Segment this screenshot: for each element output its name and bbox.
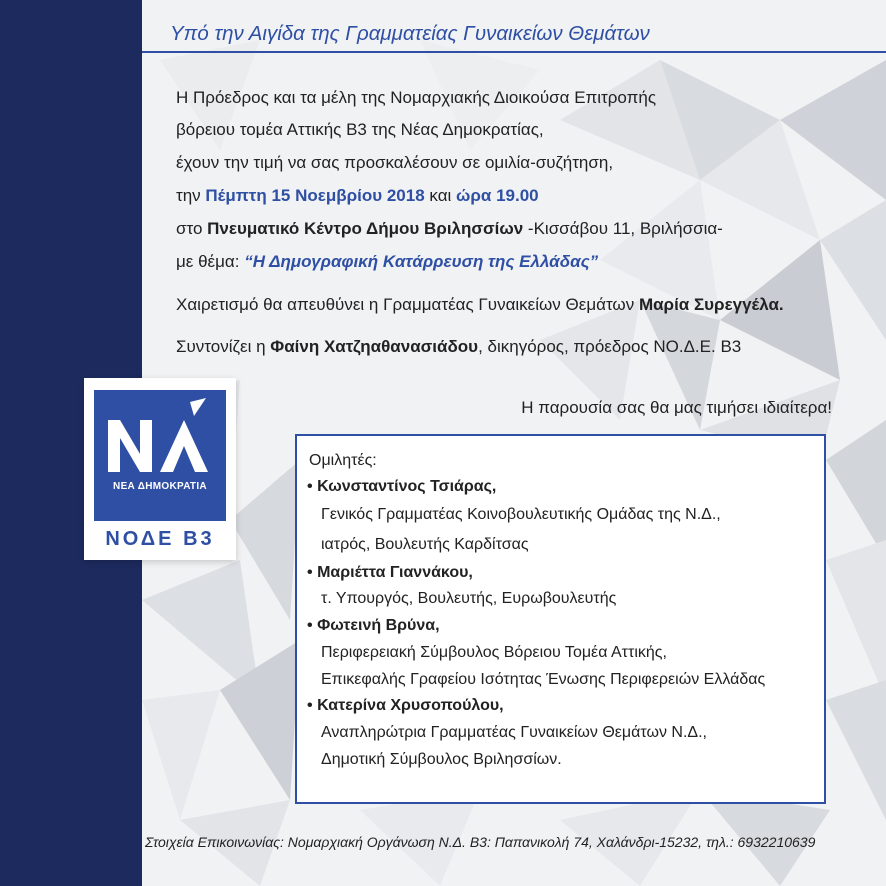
organization-code: ΝΟΔΕ Β3: [105, 528, 215, 550]
speaker-name: Κωνσταντίνος Τσιάρας,: [317, 478, 497, 495]
welcome-message: Η παρουσία σας θα μας τιμήσει ιδιαίτερα!: [521, 398, 832, 417]
date-prefix: την: [176, 186, 206, 205]
speaker-detail: ιατρός, Βουλευτής Καρδίτσας: [321, 536, 529, 553]
speaker-1: [307, 478, 496, 496]
contact-footer: Στοιχεία Επικοινωνίας: Νομαρχιακή Οργάνωση Ν.Δ. Β3: Παπανικολή 74, Χαλάνδρι-15232, τηλ.: 6932210639: [145, 834, 816, 850]
speaker-name: Μαριέττα Γιαννάκου,: [317, 564, 473, 581]
invitation-venue-line: [176, 219, 723, 239]
speaker-detail: Αναπληρώτρια Γραμματέας Γυναικείων Θεμάτων Ν.Δ.,: [321, 724, 707, 741]
invitation-line-3: έχουν την τιμή να σας προσκαλέσουν σε ομιλία-συζήτηση,: [176, 153, 614, 172]
greeting-line: [176, 295, 784, 315]
greeting-prefix: Χαιρετισμό θα απευθύνει η Γραμματέας Γυναικείων Θεμάτων: [176, 295, 639, 314]
speaker-4: [307, 697, 504, 715]
invitation-line-1: Η Πρόεδρος και τα μέλη της Νομαρχιακής Διοικούσα Επιτροπής: [176, 88, 657, 107]
bullet-icon: •: [307, 478, 313, 495]
bullet-icon: •: [307, 697, 313, 714]
speaker-detail: τ. Υπουργός, Βουλευτής, Ευρωβουλευτής: [321, 590, 617, 607]
speaker-detail: Γενικός Γραμματέας Κοινοβουλευτικής Ομάδας της Ν.Δ.,: [321, 506, 721, 523]
speaker-3: [307, 617, 440, 635]
header-title: Υπό την Αιγίδα της Γραμματείας Γυναικείων Θεμάτων: [170, 22, 650, 45]
topic-prefix: με θέμα:: [176, 252, 245, 271]
speakers-box: [295, 434, 826, 804]
date-conjunction: και: [424, 186, 457, 205]
speaker-name: Φωτεινή Βρύνα,: [317, 617, 440, 634]
bullet-icon: •: [307, 564, 313, 581]
speakers-heading: Ομιλητές:: [309, 452, 377, 469]
event-topic: “Η Δημογραφική Κατάρρευση της Ελλάδας”: [244, 252, 599, 271]
invitation-date-line: [176, 186, 539, 206]
coordinator-role: , δικηγόρος, πρόεδρος ΝΟ.Δ.Ε. Β3: [478, 337, 742, 356]
invitation-line-2: βόρειου τομέα Αττικής Β3 της Νέας Δημοκρατίας,: [176, 120, 544, 139]
greeting-name: Μαρία Συρεγγέλα.: [638, 295, 784, 314]
event-date: Πέμπτη 15 Νοεμβρίου 2018: [205, 186, 425, 205]
speaker-detail: Δημοτική Σύμβουλος Βριλησσίων.: [321, 751, 562, 768]
speaker-name: Κατερίνα Χρυσοπούλου,: [317, 697, 504, 714]
party-logo: [94, 390, 226, 521]
party-name: ΝΕΑ ΔΗΜΟΚΡΑΤΙΑ: [113, 481, 207, 492]
coordinator-name: Φαίνη Χατζηαθανασιάδου: [270, 337, 479, 356]
event-address: -Κισσάβου 11, Βριλήσσια-: [523, 219, 723, 238]
nd-letters-icon: [94, 390, 226, 480]
header-divider: [142, 51, 886, 53]
coordinator-line: [176, 337, 741, 357]
event-time: ώρα 19.00: [456, 186, 539, 205]
speaker-detail: Επικεφαλής Γραφείου Ισότητας Ένωσης Περιφερειών Ελλάδας: [321, 671, 766, 688]
coordinator-prefix: Συντονίζει η: [176, 337, 271, 356]
bullet-icon: •: [307, 617, 313, 634]
invitation-topic-line: [176, 252, 598, 272]
speaker-detail: Περιφερειακή Σύμβουλος Βόρειου Τομέα Αττικής,: [321, 644, 667, 661]
venue-prefix: στο: [176, 219, 208, 238]
event-venue: Πνευματικό Κέντρο Δήμου Βριλησσίων: [207, 219, 524, 238]
speaker-2: [307, 564, 473, 582]
party-logo-card: [84, 378, 236, 560]
